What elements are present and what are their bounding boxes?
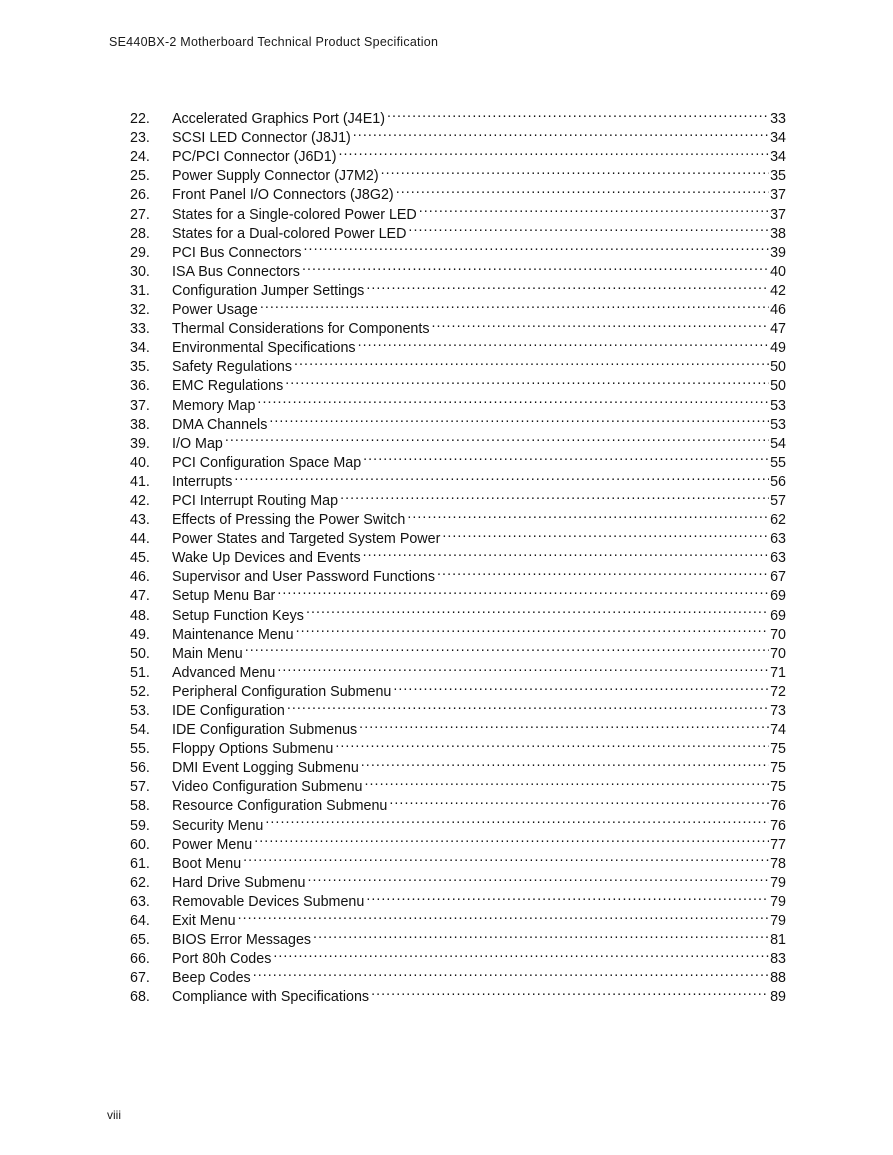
toc-entry-title: Removable Devices Submenu bbox=[172, 893, 365, 910]
toc-entry-dot-leader bbox=[306, 600, 769, 619]
toc-entry-dot-leader bbox=[238, 906, 770, 925]
toc-entry-dot-leader bbox=[287, 696, 769, 715]
toc-entry-number: 38. bbox=[130, 416, 150, 433]
toc-entry-page-number: 53 bbox=[770, 416, 786, 433]
toc-entry-dot-leader bbox=[273, 944, 769, 963]
toc-entry-number: 61. bbox=[130, 855, 150, 872]
toc-entry-dot-leader bbox=[408, 219, 769, 238]
toc-entry-number: 43. bbox=[130, 512, 150, 529]
toc-entry-title: IDE Configuration Submenus bbox=[172, 722, 358, 739]
toc-entry-page-number: 70 bbox=[770, 645, 786, 662]
toc-entry-page-number: 72 bbox=[770, 683, 786, 700]
toc-entry-title: EMC Regulations bbox=[172, 378, 284, 395]
toc-entry-page-number: 89 bbox=[770, 989, 786, 1006]
toc-entry-number: 36. bbox=[130, 378, 150, 395]
toc-entry-number: 31. bbox=[130, 282, 150, 299]
toc-entry-title: Beep Codes bbox=[172, 970, 251, 987]
toc-entry-title: Configuration Jumper Settings bbox=[172, 282, 365, 299]
toc-entry-number: 32. bbox=[130, 302, 150, 319]
toc-entry bbox=[130, 429, 786, 452]
toc-entry-page-number: 83 bbox=[770, 951, 786, 968]
toc-entry-page-number: 37 bbox=[770, 206, 786, 223]
toc-entry-dot-leader bbox=[389, 791, 769, 810]
toc-entry-page-number: 55 bbox=[770, 454, 786, 471]
toc-entry-number: 28. bbox=[130, 225, 150, 242]
toc-entry-dot-leader bbox=[265, 810, 769, 829]
toc-entry-number: 40. bbox=[130, 454, 150, 471]
toc-entry-title: BIOS Error Messages bbox=[172, 932, 312, 949]
toc-entry-number: 45. bbox=[130, 550, 150, 567]
toc-entry-title: Interrupts bbox=[172, 473, 233, 490]
toc-entry-page-number: 62 bbox=[770, 512, 786, 529]
toc-entry-number: 41. bbox=[130, 473, 150, 490]
toc-entry-number: 47. bbox=[130, 588, 150, 605]
toc-entry-number: 53. bbox=[130, 703, 150, 719]
toc-entry-number: 49. bbox=[130, 626, 150, 643]
toc-entry-number: 39. bbox=[130, 435, 150, 452]
toc-entry-dot-leader bbox=[431, 314, 769, 333]
toc-entry-dot-leader bbox=[387, 104, 769, 123]
toc-entry-page-number: 37 bbox=[770, 187, 786, 204]
toc-entry-number: 46. bbox=[130, 569, 150, 586]
toc-entry-dot-leader bbox=[243, 849, 769, 868]
toc-entry-number: 33. bbox=[130, 321, 150, 338]
toc-entry-page-number: 76 bbox=[770, 798, 786, 815]
toc-entry-title: PC/PCI Connector (J6D1) bbox=[172, 149, 337, 166]
toc-entry-page-number: 79 bbox=[770, 893, 786, 910]
toc-entry-number: 56. bbox=[130, 760, 150, 777]
toc-entry-dot-leader bbox=[353, 123, 769, 142]
toc-entry-dot-leader bbox=[361, 753, 769, 772]
toc-entry-number: 37. bbox=[130, 397, 150, 414]
toc-entry-dot-leader bbox=[313, 925, 769, 944]
toc-entry-title: Setup Menu Bar bbox=[172, 588, 276, 605]
toc-entry bbox=[130, 448, 786, 471]
toc-entry-title: Security Menu bbox=[172, 817, 264, 834]
toc-entry-page-number: 74 bbox=[770, 722, 786, 739]
toc-entry-title: Supervisor and User Password Functions bbox=[172, 569, 436, 586]
toc-entry-page-number: 42 bbox=[770, 282, 786, 299]
toc-entry-dot-leader bbox=[277, 581, 769, 600]
toc-entry-dot-leader bbox=[358, 333, 770, 352]
toc-entry-title: Thermal Considerations for Components bbox=[172, 321, 430, 338]
toc-entry-dot-leader bbox=[393, 677, 769, 696]
toc-entry-title: ISA Bus Connectors bbox=[172, 263, 300, 280]
page-footer-number: viii bbox=[107, 1108, 121, 1122]
toc-entry-dot-leader bbox=[335, 734, 769, 753]
toc-entry-title: Main Menu bbox=[172, 645, 243, 662]
toc-entry-title: Setup Function Keys bbox=[172, 607, 304, 624]
toc-entry-title: DMI Event Logging Submenu bbox=[172, 760, 359, 777]
toc-entry-page-number: 50 bbox=[770, 378, 786, 395]
toc-entry-page-number: 79 bbox=[770, 913, 786, 930]
toc-entry-dot-leader bbox=[419, 199, 769, 218]
toc-entry-page-number: 39 bbox=[770, 244, 786, 261]
toc-entry-title: Maintenance Menu bbox=[172, 626, 294, 643]
toc-entry-title: Environmental Specifications bbox=[172, 340, 356, 357]
toc-entry-title: Memory Map bbox=[172, 397, 256, 414]
toc-entry-page-number: 49 bbox=[770, 340, 786, 357]
toc-entry-number: 50. bbox=[130, 645, 150, 662]
toc-entry-title: Power Supply Connector (J7M2) bbox=[172, 168, 379, 185]
toc-entry-number: 55. bbox=[130, 741, 150, 758]
toc-entry-title: Power States and Targeted System Power bbox=[172, 531, 441, 548]
toc-entry-dot-leader bbox=[302, 257, 769, 276]
toc-entry-page-number: 79 bbox=[770, 874, 786, 891]
toc-entry-page-number: 69 bbox=[770, 607, 786, 624]
toc-entry-title: Effects of Pressing the Power Switch bbox=[172, 512, 406, 529]
toc-entry-title: Power Menu bbox=[172, 836, 253, 853]
toc-entry-dot-leader bbox=[371, 982, 769, 1001]
toc-entry-dot-leader bbox=[308, 868, 770, 887]
toc-entry-number: 23. bbox=[130, 130, 150, 147]
toc-entry-dot-leader bbox=[294, 352, 769, 371]
toc-entry-page-number: 63 bbox=[770, 550, 786, 567]
toc-entry-title: Accelerated Graphics Port (J4E1) bbox=[172, 111, 385, 128]
toc-entry-dot-leader bbox=[363, 543, 770, 562]
toc-entry-dot-leader bbox=[245, 639, 769, 658]
toc-entry-number: 42. bbox=[130, 492, 150, 509]
toc-entry-title: Floppy Options Submenu bbox=[172, 741, 334, 758]
toc-entry-dot-leader bbox=[254, 830, 769, 849]
toc-entry-dot-leader bbox=[366, 276, 769, 295]
toc-entry-number: 44. bbox=[130, 531, 150, 548]
toc-entry-dot-leader bbox=[381, 161, 769, 180]
toc-entry-dot-leader bbox=[366, 887, 769, 906]
toc-entry-dot-leader bbox=[363, 448, 769, 467]
toc-entry-page-number: 73 bbox=[770, 703, 786, 719]
toc-entry-page-number: 34 bbox=[770, 149, 786, 166]
table-of-tables-list bbox=[130, 104, 786, 1006]
toc-entry-title: PCI Configuration Space Map bbox=[172, 454, 362, 471]
toc-entry-title: Front Panel I/O Connectors (J8G2) bbox=[172, 187, 394, 204]
toc-entry-title: Advanced Menu bbox=[172, 664, 276, 681]
toc-entry-page-number: 46 bbox=[770, 302, 786, 319]
toc-entry-title: Wake Up Devices and Events bbox=[172, 550, 361, 567]
toc-entry-title: States for a Single-colored Power LED bbox=[172, 206, 417, 223]
toc-entry-page-number: 78 bbox=[770, 855, 786, 872]
toc-entry-number: 63. bbox=[130, 893, 150, 910]
toc-entry-number: 68. bbox=[130, 989, 150, 1006]
toc-entry-page-number: 69 bbox=[770, 588, 786, 605]
toc-entry-page-number: 53 bbox=[770, 397, 786, 414]
toc-entry-number: 30. bbox=[130, 263, 150, 280]
toc-entry-title: Port 80h Codes bbox=[172, 951, 272, 968]
toc-entry-number: 62. bbox=[130, 874, 150, 891]
toc-entry-number: 60. bbox=[130, 836, 150, 853]
toc-entry-number: 22. bbox=[130, 111, 150, 128]
toc-entry-title: Video Configuration Submenu bbox=[172, 779, 363, 796]
toc-entry-dot-leader bbox=[407, 505, 769, 524]
toc-entry-page-number: 71 bbox=[770, 664, 786, 681]
toc-entry-number: 35. bbox=[130, 359, 150, 376]
toc-entry-dot-leader bbox=[260, 295, 769, 314]
toc-entry-page-number: 50 bbox=[770, 359, 786, 376]
toc-entry-dot-leader bbox=[338, 142, 769, 161]
toc-entry-number: 24. bbox=[130, 149, 150, 166]
toc-entry-number: 65. bbox=[130, 932, 150, 949]
toc-entry-dot-leader bbox=[396, 180, 769, 199]
toc-entry-dot-leader bbox=[296, 620, 769, 639]
toc-entry-number: 58. bbox=[130, 798, 150, 815]
toc-entry-page-number: 34 bbox=[770, 130, 786, 147]
toc-entry-dot-leader bbox=[365, 772, 770, 791]
toc-entry-page-number: 76 bbox=[770, 817, 786, 834]
toc-entry-dot-leader bbox=[257, 390, 769, 409]
toc-entry-dot-leader bbox=[225, 429, 769, 448]
toc-entry-page-number: 70 bbox=[770, 626, 786, 643]
toc-entry-title: SCSI LED Connector (J8J1) bbox=[172, 130, 351, 147]
toc-entry-page-number: 47 bbox=[770, 321, 786, 338]
toc-entry bbox=[130, 104, 786, 128]
toc-entry-page-number: 40 bbox=[770, 263, 786, 280]
toc-entry-page-number: 77 bbox=[770, 836, 786, 853]
toc-entry-page-number: 35 bbox=[770, 168, 786, 185]
toc-entry-page-number: 81 bbox=[770, 932, 786, 949]
toc-entry-title: Compliance with Specifications bbox=[172, 989, 370, 1006]
toc-entry-title: IDE Configuration bbox=[172, 703, 285, 719]
toc-entry-dot-leader bbox=[277, 658, 769, 677]
toc-entry-page-number: 54 bbox=[770, 435, 786, 452]
toc-entry-dot-leader bbox=[269, 410, 769, 429]
toc-entry-number: 25. bbox=[130, 168, 150, 185]
toc-entry-title: Boot Menu bbox=[172, 855, 242, 872]
toc-entry-dot-leader bbox=[437, 562, 769, 581]
toc-entry-dot-leader bbox=[253, 963, 769, 982]
toc-entry-dot-leader bbox=[359, 715, 769, 734]
toc-entry-dot-leader bbox=[442, 524, 769, 543]
toc-entry-title: PCI Interrupt Routing Map bbox=[172, 492, 339, 509]
toc-entry-page-number: 88 bbox=[770, 970, 786, 987]
toc-entry-dot-leader bbox=[234, 467, 769, 486]
toc-entry-number: 52. bbox=[130, 683, 150, 700]
toc-entry-page-number: 75 bbox=[770, 760, 786, 777]
toc-entry-page-number: 38 bbox=[770, 225, 786, 242]
toc-entry-dot-leader bbox=[285, 371, 769, 390]
toc-entry-page-number: 67 bbox=[770, 569, 786, 586]
toc-entry-title: Exit Menu bbox=[172, 913, 236, 930]
toc-entry-number: 64. bbox=[130, 913, 150, 930]
toc-entry-number: 66. bbox=[130, 951, 150, 968]
toc-entry-title: PCI Bus Connectors bbox=[172, 244, 302, 261]
toc-entry-number: 57. bbox=[130, 779, 150, 796]
toc-entry-title: Power Usage bbox=[172, 302, 258, 319]
toc-entry-number: 34. bbox=[130, 340, 150, 357]
toc-entry-number: 48. bbox=[130, 607, 150, 624]
running-header: SE440BX-2 Motherboard Technical Product Specification bbox=[109, 35, 439, 49]
toc-entry-title: Hard Drive Submenu bbox=[172, 874, 306, 891]
toc-entry-number: 54. bbox=[130, 722, 150, 739]
toc-entry-title: Peripheral Configuration Submenu bbox=[172, 683, 392, 700]
toc-entry-dot-leader bbox=[340, 486, 769, 505]
toc-entry-page-number: 63 bbox=[770, 531, 786, 548]
toc-entry-number: 26. bbox=[130, 187, 150, 204]
toc-entry-title: Safety Regulations bbox=[172, 359, 293, 376]
toc-entry-title: I/O Map bbox=[172, 435, 223, 452]
toc-entry-page-number: 75 bbox=[770, 779, 786, 796]
toc-entry-title: Resource Configuration Submenu bbox=[172, 798, 388, 815]
toc-entry-title: DMA Channels bbox=[172, 416, 268, 433]
toc-entry-page-number: 57 bbox=[770, 492, 786, 509]
toc-entry-page-number: 75 bbox=[770, 741, 786, 758]
toc-entry-number: 29. bbox=[130, 244, 150, 261]
toc-entry-number: 27. bbox=[130, 206, 150, 223]
toc-entry-page-number: 56 bbox=[770, 473, 786, 490]
toc-entry-title: States for a Dual-colored Power LED bbox=[172, 225, 407, 242]
toc-entry-page-number: 33 bbox=[770, 111, 786, 128]
toc-entry-number: 67. bbox=[130, 970, 150, 987]
toc-entry-number: 59. bbox=[130, 817, 150, 834]
toc-entry-dot-leader bbox=[304, 238, 770, 257]
toc-entry-number: 51. bbox=[130, 664, 150, 681]
